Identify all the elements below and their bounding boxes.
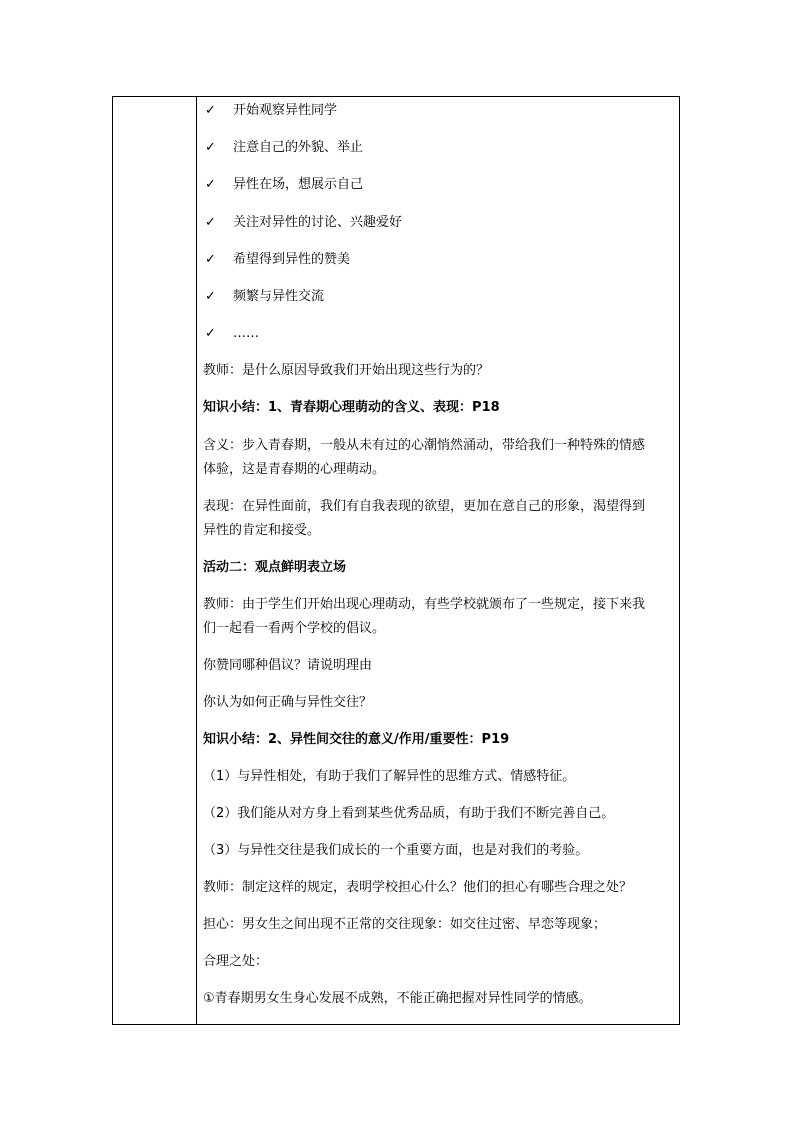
check-icon: ✓ [205, 215, 216, 230]
point-3: （3）与异性交往是我们成长的一个重要方面，也是对我们的考验。 [203, 843, 589, 858]
summary-heading-1: 知识小结：1、青春期心理萌动的含义、表现：P18 [203, 400, 500, 415]
checklist-item: ✓ 注意自己的外貌、举止 [205, 136, 363, 160]
summary-heading-2: 知识小结：2、异性间交往的意义/作用/重要性：P19 [203, 732, 510, 747]
worry-line: 担心：男女生之间出现不正常的交往现象：如交往过密、早恋等现象； [203, 917, 607, 932]
checklist-item: ✓ 关注对异性的讨论、兴趣爱好 [205, 211, 402, 235]
point-2: （2）我们能从对方身上看到某些优秀品质，有助于我们不断完善自己。 [203, 806, 615, 821]
check-icon: ✓ [205, 326, 216, 341]
table-left-column [113, 97, 197, 1024]
check-icon: ✓ [205, 289, 216, 304]
meaning-line-1: 含义：步入青春期，一般从未有过的心潮悄然涌动，带给我们一种特殊的情感 [203, 438, 646, 453]
expression-line-1: 表现：在异性面前，我们有自我表现的欲望，更加在意自己的形象，渴望得到 [203, 499, 646, 514]
teacher-intro-line-1: 教师：由于学生们开始出现心理萌动，有些学校就颁布了一些规定，接下来我 [203, 597, 646, 612]
check-icon: ✓ [205, 177, 216, 192]
point-1: （1）与异性相处，有助于我们了解异性的思维方式、情感特征。 [203, 769, 576, 784]
check-icon: ✓ [205, 252, 216, 267]
question-how: 你认为如何正确与异性交往？ [203, 695, 373, 710]
activity-heading-2: 活动二：观点鲜明表立场 [203, 560, 347, 575]
checklist-item: ✓ …… [205, 322, 259, 346]
table-content-column [197, 97, 679, 1024]
checklist-item: ✓ 希望得到异性的赞美 [205, 248, 350, 272]
teacher-question-1: 教师：是什么原因导致我们开始出现这些行为的？ [203, 363, 490, 378]
question-agree: 你赞同哪种倡议？请说明理由 [203, 658, 373, 673]
checklist-item: ✓ 开始观察异性同学 [205, 99, 337, 123]
lesson-table [112, 96, 680, 1025]
teacher-intro-line-2: 们一起看一看两个学校的倡议。 [203, 621, 386, 636]
reasonable-heading: 合理之处： [203, 954, 269, 969]
reason-1: ①青春期男女生身心发展不成熟，不能正确把握对异性同学的情感。 [203, 991, 592, 1006]
check-icon: ✓ [205, 103, 216, 118]
checklist-item: ✓ 异性在场，想展示自己 [205, 173, 363, 197]
expression-line-2: 异性的肯定和接受。 [203, 523, 321, 538]
checklist-item: ✓ 频繁与异性交流 [205, 285, 324, 309]
teacher-question-2: 教师：制定这样的规定，表明学校担心什么？他们的担心有哪些合理之处？ [203, 880, 633, 895]
check-icon: ✓ [205, 140, 216, 155]
meaning-line-2: 体验，这是青春期的心理萌动。 [203, 462, 386, 477]
